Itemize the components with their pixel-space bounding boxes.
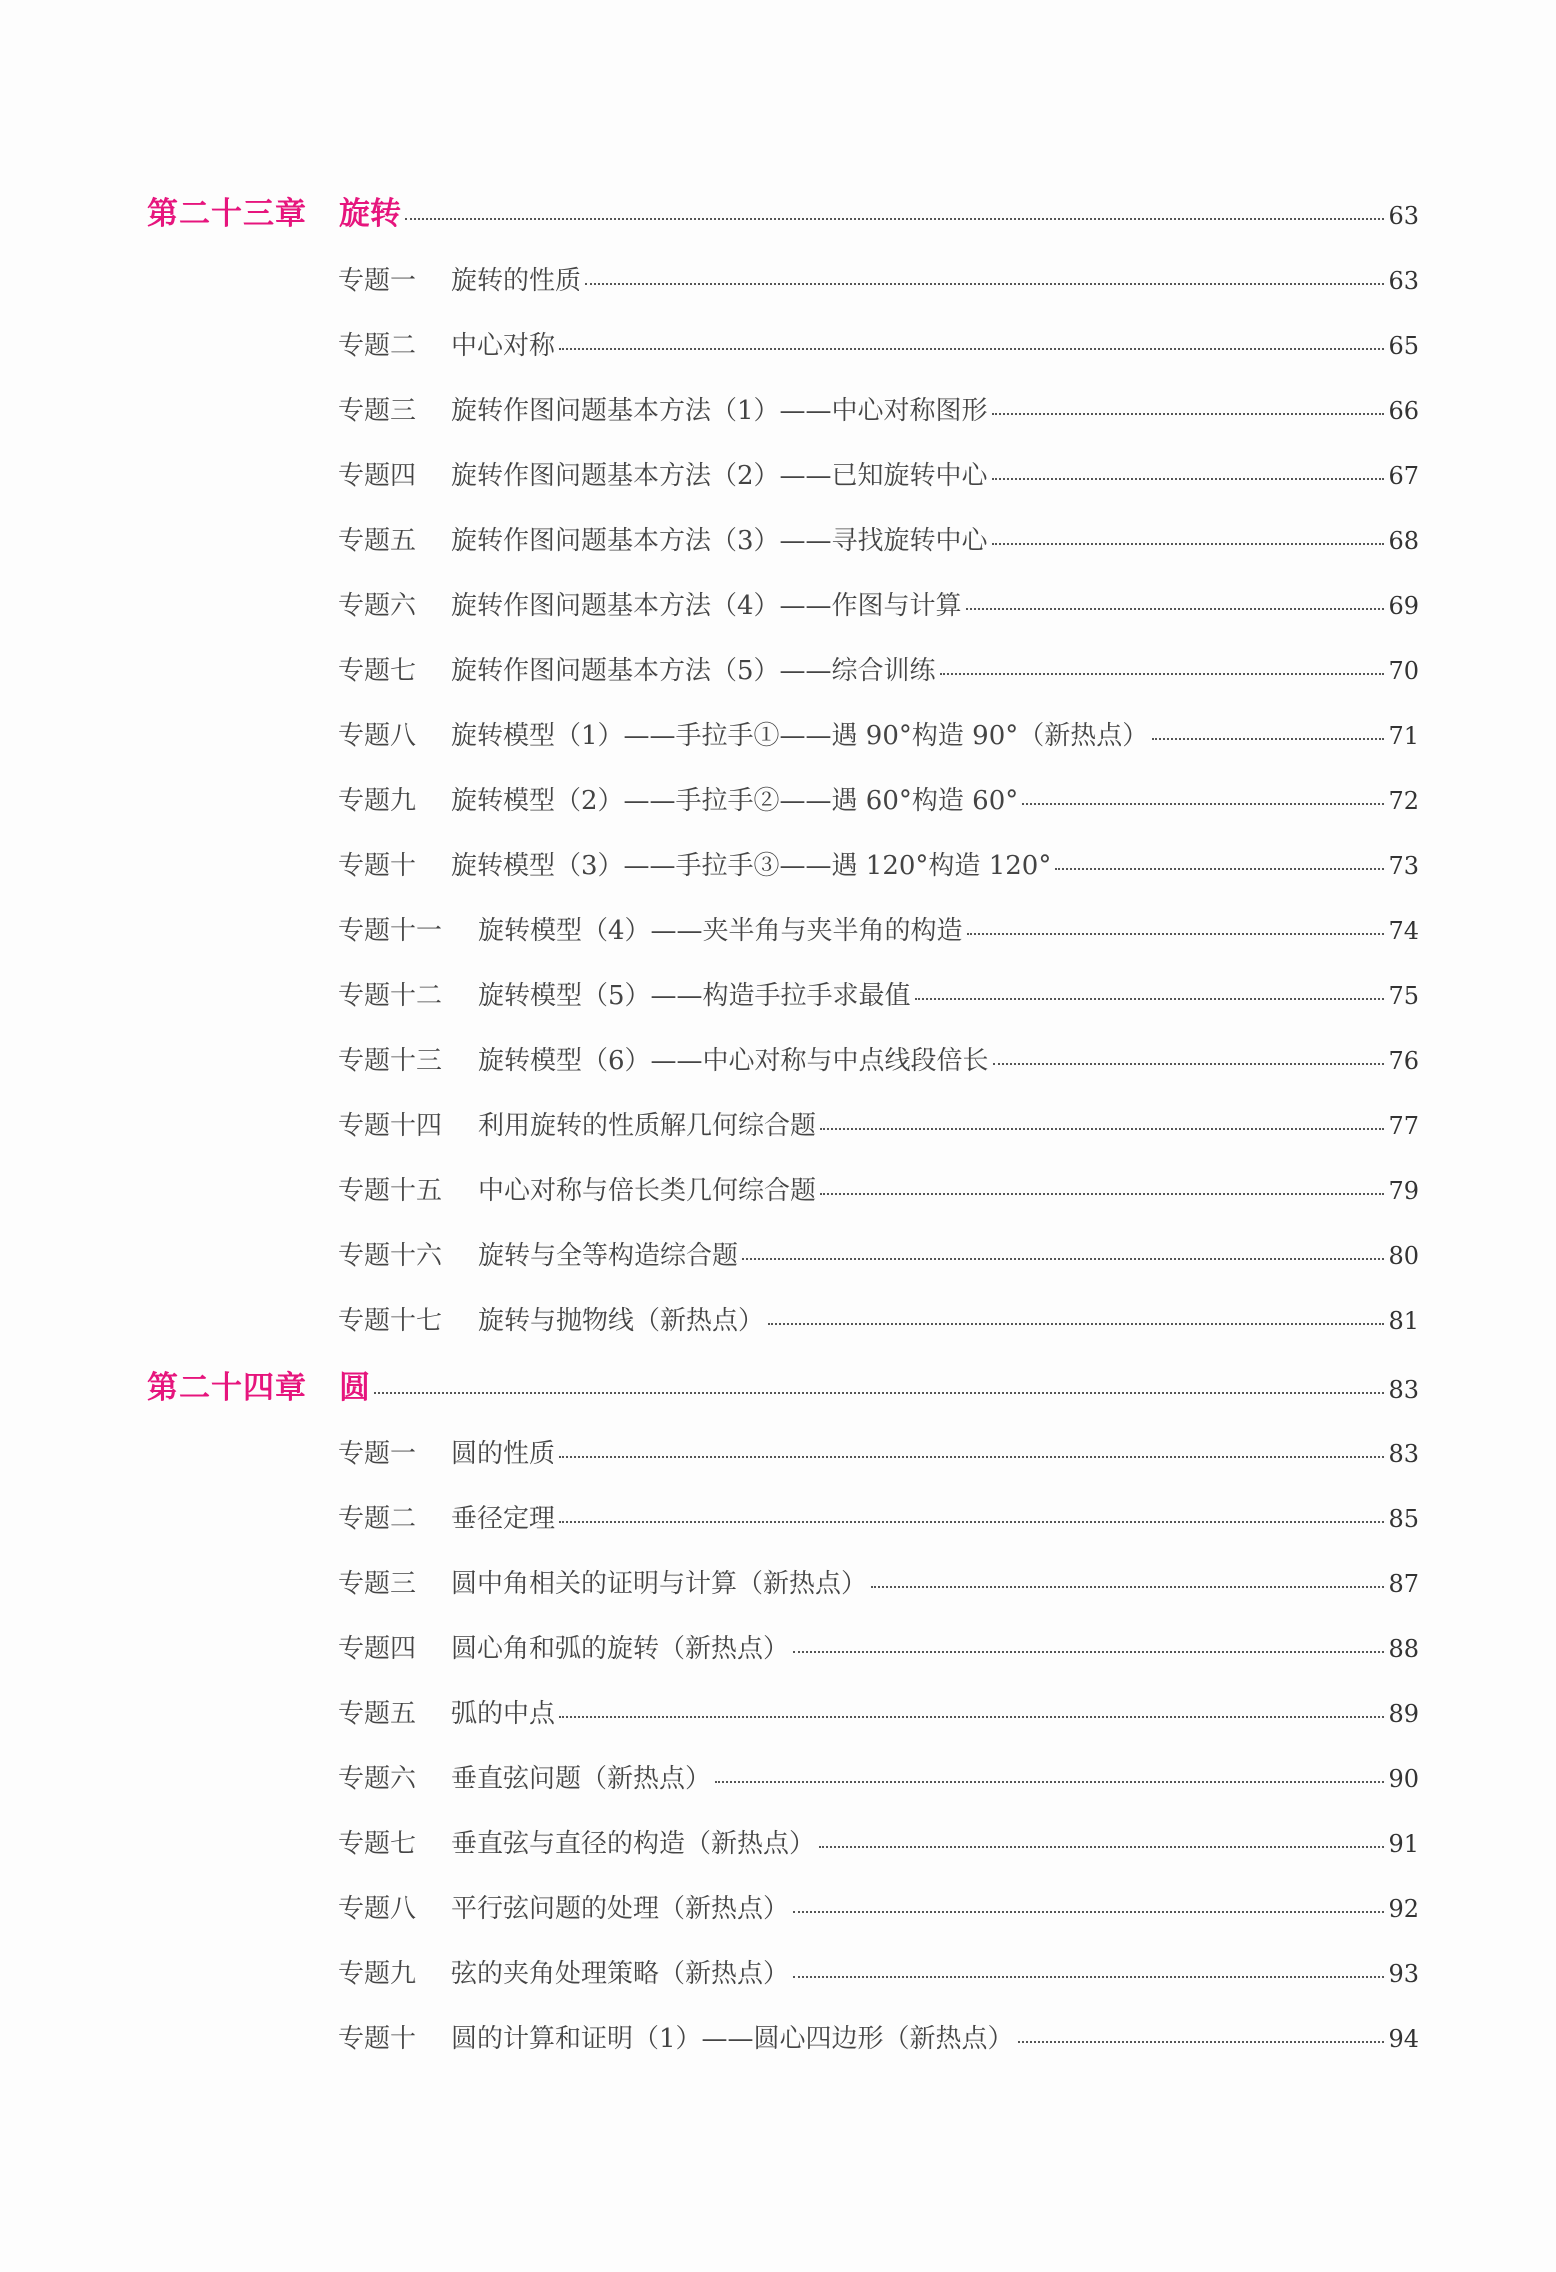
page-number: 63 [1388, 267, 1419, 295]
page-number: 80 [1388, 1242, 1419, 1270]
topic-label: 专题六 [338, 591, 417, 621]
dot-leader [585, 283, 1384, 285]
chapter-heading[interactable] [147, 188, 1419, 233]
toc-entry[interactable] [338, 780, 1419, 817]
page-number: 77 [1388, 1112, 1419, 1140]
topic-title: 旋转作图问题基本方法（4）——作图与计算 [451, 591, 962, 621]
chapter-title: 圆 [339, 1370, 370, 1406]
toc-entry[interactable] [338, 1433, 1419, 1470]
dot-leader [820, 1128, 1384, 1130]
topic-label: 专题十四 [338, 1111, 443, 1141]
page-number: 70 [1388, 657, 1419, 685]
toc-entry[interactable] [338, 1170, 1419, 1207]
topic-title: 旋转模型（1）——手拉手①——遇 90°构造 90°（新热点） [451, 721, 1149, 751]
dot-leader [559, 1716, 1384, 1718]
dot-leader [374, 1392, 1384, 1394]
topic-label: 专题十 [338, 2024, 417, 2054]
page-number: 79 [1388, 1177, 1419, 1205]
topic-title: 旋转模型（5）——构造手拉手求最值 [478, 981, 911, 1011]
dot-leader [992, 413, 1385, 415]
dot-leader [992, 543, 1385, 545]
dot-leader [871, 1586, 1384, 1588]
topic-title: 旋转模型（2）——手拉手②——遇 60°构造 60° [451, 786, 1019, 816]
page-number: 76 [1388, 1047, 1419, 1075]
page-number: 85 [1388, 1505, 1419, 1533]
dot-leader [742, 1258, 1384, 1260]
dot-leader [1018, 2041, 1385, 2043]
topic-title: 中心对称与倍长类几何综合题 [478, 1176, 817, 1206]
dot-leader [992, 478, 1385, 480]
dot-leader [967, 933, 1385, 935]
toc-entry[interactable] [338, 520, 1419, 557]
topic-label: 专题八 [338, 1894, 417, 1924]
dot-leader [559, 348, 1384, 350]
toc-entry[interactable] [338, 910, 1419, 947]
page-number: 88 [1388, 1635, 1419, 1663]
dot-leader [915, 998, 1385, 1000]
dot-leader [793, 1976, 1384, 1978]
topic-label: 专题四 [338, 1634, 417, 1664]
page-number: 72 [1388, 787, 1419, 815]
topic-label: 专题二 [338, 1504, 417, 1534]
dot-leader [819, 1846, 1384, 1848]
topic-title: 旋转与全等构造综合题 [478, 1241, 739, 1271]
topic-title: 旋转的性质 [451, 266, 582, 296]
topic-title: 弧的中点 [451, 1699, 556, 1729]
toc-entry[interactable] [338, 1105, 1419, 1142]
topic-title: 旋转与抛物线（新热点） [478, 1306, 765, 1336]
page-number: 69 [1388, 592, 1419, 620]
dot-leader [715, 1781, 1384, 1783]
topic-label: 专题五 [338, 1699, 417, 1729]
topic-title: 弦的夹角处理策略（新热点） [451, 1959, 790, 1989]
topic-title: 旋转作图问题基本方法（2）——已知旋转中心 [451, 461, 988, 491]
toc-entry[interactable] [338, 1953, 1419, 1990]
topic-title: 圆中角相关的证明与计算（新热点） [451, 1569, 868, 1599]
page-number: 71 [1388, 722, 1419, 750]
dot-leader [993, 1063, 1385, 1065]
topic-title: 旋转作图问题基本方法（1）——中心对称图形 [451, 396, 988, 426]
topic-title: 圆的性质 [451, 1439, 556, 1469]
toc-entry[interactable] [338, 390, 1419, 427]
topic-label: 专题十一 [338, 916, 443, 946]
page-number: 73 [1388, 852, 1419, 880]
toc-entry[interactable] [338, 1040, 1419, 1077]
topic-label: 专题四 [338, 461, 417, 491]
toc-entry[interactable] [338, 650, 1419, 687]
toc-entry[interactable] [338, 1498, 1419, 1535]
page-number: 83 [1388, 1376, 1419, 1404]
toc-entry[interactable] [338, 325, 1419, 362]
topic-label: 专题九 [338, 786, 417, 816]
topic-label: 专题十 [338, 851, 417, 881]
page-number: 90 [1388, 1765, 1419, 1793]
topic-title: 利用旋转的性质解几何综合题 [478, 1111, 817, 1141]
topic-title: 圆的计算和证明（1）——圆心四边形（新热点） [451, 2024, 1014, 2054]
page-number: 87 [1388, 1570, 1419, 1598]
topic-title: 旋转模型（6）——中心对称与中点线段倍长 [478, 1046, 989, 1076]
page-number: 92 [1388, 1895, 1419, 1923]
topic-label: 专题一 [338, 1439, 417, 1469]
page-number: 89 [1388, 1700, 1419, 1728]
page-number: 91 [1388, 1830, 1419, 1858]
topic-label: 专题七 [338, 1829, 417, 1859]
toc-entry[interactable] [338, 585, 1419, 622]
topic-label: 专题十三 [338, 1046, 443, 1076]
topic-label: 专题三 [338, 396, 417, 426]
toc-entry[interactable] [338, 845, 1419, 882]
chapter-number: 第二十四章 [147, 1370, 307, 1406]
dot-leader [940, 673, 1385, 675]
toc-entry[interactable] [338, 1693, 1419, 1730]
toc-entry[interactable] [338, 1563, 1419, 1600]
page-number: 83 [1388, 1440, 1419, 1468]
dot-leader [966, 608, 1385, 610]
toc-entry[interactable] [338, 455, 1419, 492]
dot-leader [1022, 803, 1384, 805]
toc-entry[interactable] [338, 260, 1419, 297]
topic-label: 专题二 [338, 331, 417, 361]
toc-entry[interactable] [338, 1300, 1419, 1337]
dot-leader [768, 1323, 1384, 1325]
dot-leader [559, 1456, 1384, 1458]
topic-title: 旋转作图问题基本方法（3）——寻找旋转中心 [451, 526, 988, 556]
page-number: 93 [1388, 1960, 1419, 1988]
topic-label: 专题十五 [338, 1176, 443, 1206]
dot-leader [405, 218, 1384, 220]
page-number: 75 [1388, 982, 1419, 1010]
topic-title: 圆心角和弧的旋转（新热点） [451, 1634, 790, 1664]
page-number: 63 [1388, 202, 1419, 230]
page-number: 68 [1388, 527, 1419, 555]
topic-label: 专题九 [338, 1959, 417, 1989]
topic-title: 垂直弦问题（新热点） [451, 1764, 712, 1794]
toc-entry[interactable] [338, 1823, 1419, 1860]
page-number: 94 [1388, 2025, 1419, 2053]
page-number: 74 [1388, 917, 1419, 945]
topic-title: 垂径定理 [451, 1504, 556, 1534]
topic-label: 专题三 [338, 1569, 417, 1599]
page-number: 67 [1388, 462, 1419, 490]
chapter-title: 旋转 [339, 196, 401, 232]
chapter-number: 第二十三章 [147, 196, 307, 232]
topic-title: 旋转模型（4）——夹半角与夹半角的构造 [478, 916, 963, 946]
toc-entry[interactable] [338, 715, 1419, 752]
toc-entry[interactable] [338, 1628, 1419, 1665]
topic-title: 旋转作图问题基本方法（5）——综合训练 [451, 656, 936, 686]
topic-label: 专题十七 [338, 1306, 443, 1336]
dot-leader [1152, 738, 1384, 740]
toc-entry[interactable] [338, 975, 1419, 1012]
dot-leader [559, 1521, 1384, 1523]
topic-label: 专题八 [338, 721, 417, 751]
topic-label: 专题七 [338, 656, 417, 686]
topic-label: 专题六 [338, 1764, 417, 1794]
dot-leader [793, 1651, 1384, 1653]
chapter-heading[interactable] [147, 1362, 1419, 1407]
page-number: 81 [1388, 1307, 1419, 1335]
topic-title: 平行弦问题的处理（新热点） [451, 1894, 790, 1924]
topic-label: 专题五 [338, 526, 417, 556]
page-number: 65 [1388, 332, 1419, 360]
topic-label: 专题一 [338, 266, 417, 296]
topic-label: 专题十二 [338, 981, 443, 1011]
topic-title: 旋转模型（3）——手拉手③——遇 120°构造 120° [451, 851, 1052, 881]
topic-label: 专题十六 [338, 1241, 443, 1271]
toc-entry[interactable] [338, 2018, 1419, 2055]
topic-title: 垂直弦与直径的构造（新热点） [451, 1829, 816, 1859]
dot-leader [820, 1193, 1384, 1195]
dot-leader [793, 1911, 1384, 1913]
page-number: 66 [1388, 397, 1419, 425]
toc-entry[interactable] [338, 1888, 1419, 1925]
dot-leader [1055, 868, 1384, 870]
toc-entry[interactable] [338, 1235, 1419, 1272]
topic-title: 中心对称 [451, 331, 556, 361]
toc-entry[interactable] [338, 1758, 1419, 1795]
